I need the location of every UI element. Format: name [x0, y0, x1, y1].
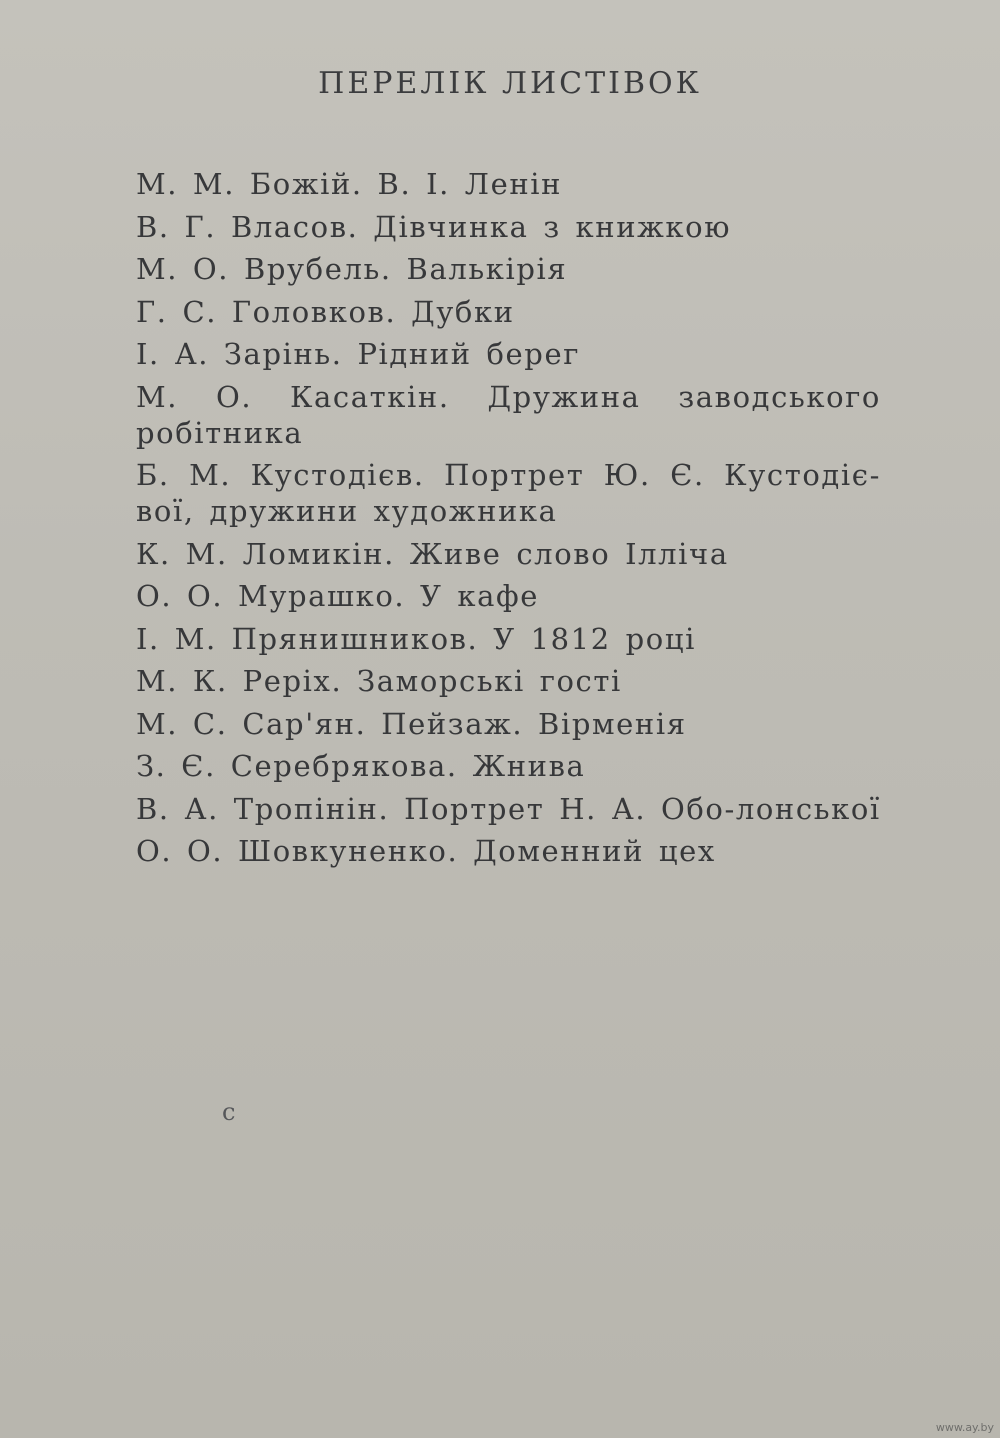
list-item: В. А. Тропінін. Портрет Н. А. Обо-лонської — [136, 791, 881, 826]
list-item: З. Є. Серебрякова. Жнива — [136, 749, 586, 783]
list-item: Б. М. Кустодієв. Портрет Ю. Є. Кустодіє-вої, дружини художника — [136, 458, 881, 528]
list-item: К. М. Ломикін. Живе слово Ілліча — [136, 536, 729, 571]
list-item: І. М. Прянишников. У 1812 році — [136, 621, 696, 656]
list-item: М. О. Касаткін. Дружина заводського робітника — [136, 379, 881, 450]
page-title: ПЕРЕЛІК ЛИСТІВОК — [318, 66, 702, 101]
list-item: М. С. Сар'ян. Пейзаж. Вірменія — [136, 706, 687, 741]
list-item: М. О. Врубель. Валькірія — [136, 252, 568, 286]
list-item: М. М. Божій. В. І. Ленін — [136, 167, 563, 201]
stray-print-mark: с — [222, 1098, 236, 1126]
list-item: М. К. Реріх. Заморські гості — [136, 664, 622, 698]
list-item: О. О. Шовкуненко. Доменний цех — [136, 834, 716, 868]
list-item: В. Г. Власов. Дівчинка з книжкою — [136, 209, 732, 244]
list-item: О. О. Мурашко. У кафе — [136, 579, 540, 613]
postcard-list — [136, 166, 881, 876]
watermark: www.ay.by — [935, 1421, 994, 1434]
list-item: І. А. Зарінь. Рідний берег — [136, 337, 581, 371]
list-item: Г. С. Головков. Дубки — [136, 294, 515, 329]
